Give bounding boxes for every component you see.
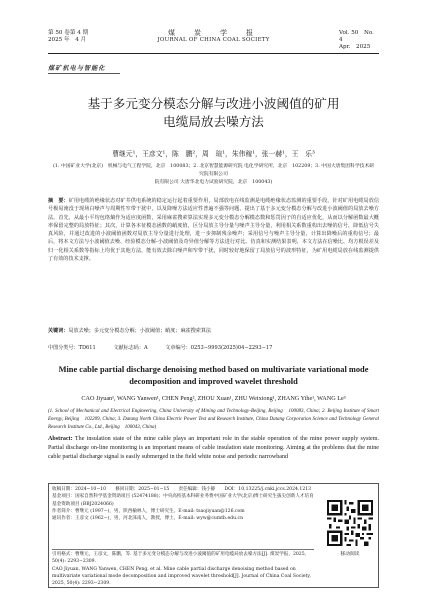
citation-cn: 引用格式：曹继元，王彦文，陈鹏，等. 基于多元变分模态分解与改进小波阈值的矿用电缆局放去噪方法[J]. 煤炭学报，2025, 50(4): 2293−2309. bbox=[52, 552, 307, 565]
footnote-corresponding: 通讯作者：王彦文 (1962−)，男，河北涞南人，教授，博士。E-mail: wyw@cumtb.edu.cn bbox=[52, 516, 244, 522]
date-en: Apr. 2025 bbox=[339, 44, 371, 50]
keywords-label: 关键词： bbox=[48, 328, 69, 334]
abstract-label: 摘 要： bbox=[48, 198, 69, 204]
footnote-author-bio: 作者简介：曹继元 (1997−)，男，陕西榆林人，博士研究生。E-mail: tsaojiyuan@126.com bbox=[52, 508, 245, 514]
abstract-text: 矿用电缆的绝缘状态对矿井供电系统的稳定运行起着重要作用，局部放电在线监测是电缆绝缘状态监测的重要手段。针对矿用电缆局放信号极易淹没于现场白噪声与周期性窄带干扰中，以及降噪方法适应性普遍不强等问题，提出了基于多元变分模态分解与改进小波阈值的局放去噪方法。首先，从最小平均包络熵作为适应度函数，采用麻雀搜索算法实现多元变分模态分解模态数和惩罚因子的自适应优化，从而以分解函数最大概率保留完整的局放特征；其次，计算各本征模态函数的峭度值，区分局放主导分量与噪声主导分量，利用相关系数重构出去噪的信号，降低信号失真风险，并通过改进的小波阈值函数对局放主导分量进行处理，进一步抑制残余噪声；采用信号与噪声主导分量，计算出降噪后的重构信号；最后，将本文方法与小波阈值去噪、经验模态分解-小波阈值及奇异值分解等方法进行对比。仿真和实测结果表明，本文方法在信噪比、均方根误差及归一化相关系数等指标上均优于其他方法，能有效去除白噪声和窄带干扰，同时较好地保留了局放信号的波形特征，为矿用电缆局放在线监测提供了有效的技术支撑。 bbox=[48, 198, 379, 263]
column-tag-rule bbox=[48, 73, 120, 74]
qr-caption: 移动阅读 bbox=[340, 552, 360, 557]
journal-name-cn: 煤 炭 学 报 bbox=[168, 29, 259, 37]
authors-en: CAO Jiyuan¹, WANG Yanwen¹, CHEN Peng², ZHOU Xuan¹, ZHU Weixiong¹, ZHANG Yihe¹, WANG Le³ bbox=[81, 395, 346, 402]
abstract-cn bbox=[48, 197, 379, 263]
header-center bbox=[48, 30, 379, 44]
footnote-funding: 基金项目：国家自然科学基金资助项目 (52474188)；中央高校基本科研业务费中国矿业大学(北京)博士研究生拔尖创新人才培育基金资助项目 (BBJ2024066) bbox=[52, 494, 314, 507]
clc-number: 中图分类号：TD611 bbox=[48, 345, 96, 351]
article-number: 文章编号：0253−9993(2025)04−2293−17 bbox=[165, 345, 273, 351]
column-tag: 煤矿机电与智能化 bbox=[48, 65, 106, 72]
header-right bbox=[339, 30, 379, 51]
affiliation-line-1: (1. 中国矿业大学(北京) 机械与电气工程学院，北京 100083；2. 北京智慧能源研究院 电化学研究所，北京 102209；3. 中国大唐集团科学技术研究院有限公司 bbox=[52, 164, 375, 177]
footnote-received: 收稿日期：2024−10−10 修回日期：2025−01−15 责任编辑：钱小静 DOI：10.13225/j.cnki.jccs.2024.1213 bbox=[52, 487, 312, 492]
qr-code-icon[interactable] bbox=[327, 500, 373, 546]
abstract-en bbox=[48, 435, 379, 461]
citation-format bbox=[52, 551, 314, 587]
citation-en: CAO Jiyuan, WANG Yanwen, CHEN Peng, et al. Mine cable partial discharge denoising method based on multivariate variational mode decomposition and improved wavelet threshold[J]. Journal of China Coal Society, 2025, 50(4): 2293−2309. bbox=[52, 566, 311, 587]
running-header bbox=[48, 30, 379, 54]
paper-title-cn bbox=[48, 95, 379, 131]
affiliations-en: (1. School of Mechanical and Electrical Engineering, China University of Mining and Technology-Beijing, Beijing 100083, China; 2. Beijing Institute of Smart Energy, Beijing 102209, China; 3. Datang North China Electric Power Test and Research Institute, China Datang Corporation Science and Technology General Research Institute Co., Ltd., Beijing 100043, China) bbox=[48, 409, 379, 430]
document-code: 文献标志码：A bbox=[113, 345, 148, 351]
title-line-1: 基于多元变分模态分解与改进小波阈值的矿用 bbox=[87, 96, 340, 111]
abstract-en-label: Abstract: bbox=[48, 436, 73, 442]
classification-line bbox=[48, 344, 379, 351]
title-line-2: 电缆局放去噪方法 bbox=[163, 114, 264, 129]
footnotes bbox=[52, 486, 314, 522]
issue-cn: 第 50 卷第 4 期 bbox=[48, 30, 89, 36]
keywords-text: 局放去噪；多元变分模态分解；小波阈值；峭度；麻雀搜索算法 bbox=[68, 328, 212, 334]
header-rule bbox=[48, 53, 379, 54]
footnote-separator bbox=[52, 549, 314, 550]
affiliations-cn bbox=[52, 163, 375, 187]
abstract-en-text: The insulation state of the mine cable plays an important role in the stable operation of the mine power supply system. Partial discharge on-line monitoring is an important means of cable insulation state monitoring. Aiming at the problems that the mine cable partial discharge signal is easily submerged in the field white noise and periodic narrowband bbox=[48, 436, 379, 460]
keywords-cn bbox=[48, 327, 379, 335]
date-cn: 2025 年 4 月 bbox=[48, 37, 87, 43]
paper-title-en: Mine cable partial discharge denoising method based on multivariate variational mode decomposition and improved wavelet threshold bbox=[58, 365, 369, 386]
issue-en: Vol. 50 No. 4 bbox=[339, 30, 374, 43]
affiliation-line-2: 院有限公司 大唐华北电力试验研究院，北京 100043) bbox=[154, 180, 273, 185]
authors-cn: 曹继元¹，王彦文¹，陈 鹏²，周 瑄¹，朱伟稼¹，张一赫¹，王 乐³ bbox=[112, 150, 315, 158]
journal-name-en: JOURNAL OF CHINA COAL SOCIETY bbox=[157, 37, 270, 43]
